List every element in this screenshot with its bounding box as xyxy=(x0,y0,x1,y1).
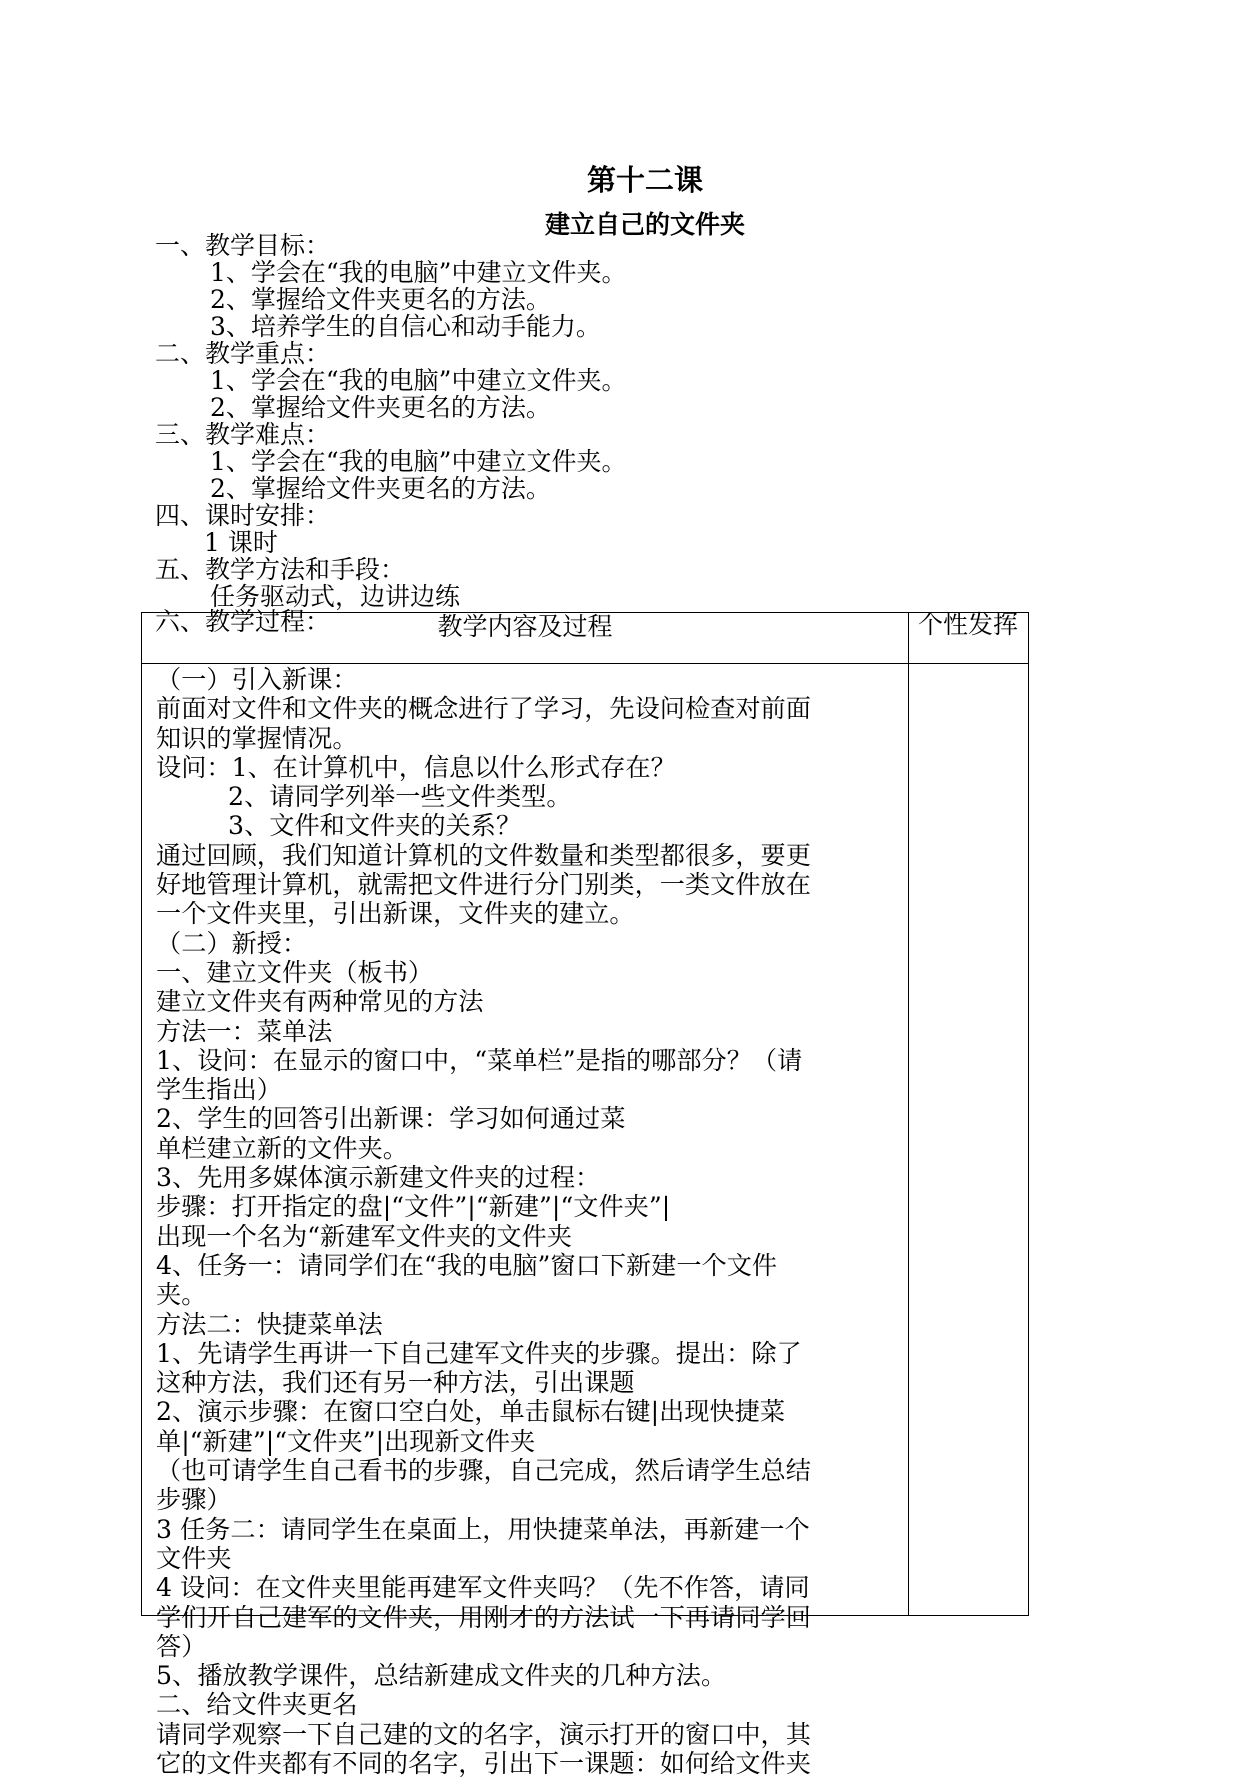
content-line: 3、先用多媒体演示新建文件夹的过程： xyxy=(156,1163,601,1193)
table-header-personal: 个性发挥 xyxy=(917,610,1018,639)
content-line: 方法二：快捷菜单法 xyxy=(156,1309,383,1339)
section-item: 1、学会在“我的电脑”中建立文件夹。 xyxy=(210,447,627,476)
section-item: 1 课时 xyxy=(204,528,278,557)
content-line: 2、演示步骤：在窗口空白处，单击鼠标右键|出现快捷菜 xyxy=(156,1397,786,1427)
header-divider xyxy=(142,663,1028,664)
content-line: 学们开自己建军的文件夹，用刚才的方法试一下再请同学回 xyxy=(156,1602,811,1632)
content-line: 夹。 xyxy=(156,1280,207,1310)
content-line: 4 设问：在文件夹里能再建军文件夹吗？（先不作答，请同 xyxy=(156,1573,810,1603)
content-line: （一）引入新课： xyxy=(156,665,358,694)
content-line: 1、先请学生再讲一下自己建军文件夹的步骤。提出：除了 xyxy=(156,1338,802,1368)
content-line: 知识的掌握情况。 xyxy=(156,723,358,753)
content-line: 通过回顾，我们知道计算机的文件数量和类型都很多，要更 xyxy=(156,840,811,870)
section-item: 3、培养学生的自信心和动手能力。 xyxy=(210,312,601,341)
section-heading: 四、课时安排： xyxy=(155,501,331,530)
section-item: 2、掌握给文件夹更名的方法。 xyxy=(210,393,551,422)
content-line: 二、给文件夹更名 xyxy=(156,1690,358,1720)
content-line: 步骤：打开指定的盘|“文件”|“新建”|“文件夹”| xyxy=(156,1192,671,1222)
table-content-cell xyxy=(156,665,906,1778)
content-line: 步骤） xyxy=(156,1485,232,1515)
content-line: 设问：1、在计算机中，信息以什么形式存在？ xyxy=(156,752,676,782)
content-line: 2、学生的回答引出新课：学习如何通过菜 xyxy=(156,1104,626,1134)
content-line: 出现一个名为“新建军文件夹的文件夹 xyxy=(156,1221,572,1251)
content-line: 单栏建立新的文件夹。 xyxy=(156,1133,408,1163)
content-line: 这种方法，我们还有另一种方法，引出课题 xyxy=(156,1368,635,1398)
section-item: 2、掌握给文件夹更名的方法。 xyxy=(210,474,551,503)
section-heading: 六、教学过程： xyxy=(155,607,331,636)
content-line: （二）新授： xyxy=(156,928,308,958)
content-line: （也可请学生自己看书的步骤，自己完成，然后请学生总结 xyxy=(156,1456,811,1486)
content-line: 3 任务二：请同学生在桌面上，用快捷菜单法，再新建一个 xyxy=(156,1514,810,1544)
content-line: 4、任务一：请同学们在“我的电脑”窗口下新建一个文件 xyxy=(156,1250,778,1280)
section-item: 1、学会在“我的电脑”中建立文件夹。 xyxy=(210,258,627,287)
content-line: 一、建立文件夹（板书） xyxy=(156,957,434,987)
content-line: 1、设问：在显示的窗口中，“菜单栏”是指的哪部分？（请 xyxy=(156,1045,803,1075)
content-line: 3、文件和文件夹的关系？ xyxy=(156,811,522,841)
section-item: 任务驱动式，边讲边练 xyxy=(210,582,461,611)
section-item: 1、学会在“我的电脑”中建立文件夹。 xyxy=(210,366,627,395)
section-heading: 五、教学方法和手段： xyxy=(155,555,406,584)
content-line: 2、请同学列举一些文件类型。 xyxy=(156,782,572,812)
lesson-title: 建立自己的文件夹 xyxy=(544,210,745,239)
content-line: 一个文件夹里，引出新课，文件夹的建立。 xyxy=(156,899,635,929)
content-line: 学生指出） xyxy=(156,1075,282,1105)
lesson-number: 第十二课 xyxy=(586,163,703,197)
content-line: 它的文件夹都有不同的名字，引出下一课题：如何给文件夹 xyxy=(156,1748,811,1778)
content-line: 5、播放教学课件，总结新建成文件夹的几种方法。 xyxy=(156,1661,727,1691)
table-header-content: 教学内容及过程 xyxy=(437,612,613,641)
section-heading: 二、教学重点： xyxy=(155,339,331,368)
content-line: 建立文件夹有两种常见的方法 xyxy=(156,987,484,1017)
content-line: 好地管理计算机，就需把文件进行分门别类，一类文件放在 xyxy=(156,870,811,900)
content-line: 单|“新建”|“文件夹”|出现新文件夹 xyxy=(156,1426,536,1456)
content-line: 前面对文件和文件夹的概念进行了学习，先设问检查对前面 xyxy=(156,694,811,724)
content-line: 文件夹 xyxy=(156,1543,232,1573)
column-divider xyxy=(908,613,909,1615)
section-heading: 三、教学难点： xyxy=(155,420,331,449)
section-heading: 一、教学目标： xyxy=(155,231,331,260)
section-item: 2、掌握给文件夹更名的方法。 xyxy=(210,285,551,314)
content-line: 请同学观察一下自己建的文的名字，演示打开的窗口中，其 xyxy=(156,1719,811,1749)
content-line: 方法一：菜单法 xyxy=(156,1016,333,1046)
content-line: 答） xyxy=(156,1631,207,1661)
teaching-process-table xyxy=(141,610,1029,1778)
